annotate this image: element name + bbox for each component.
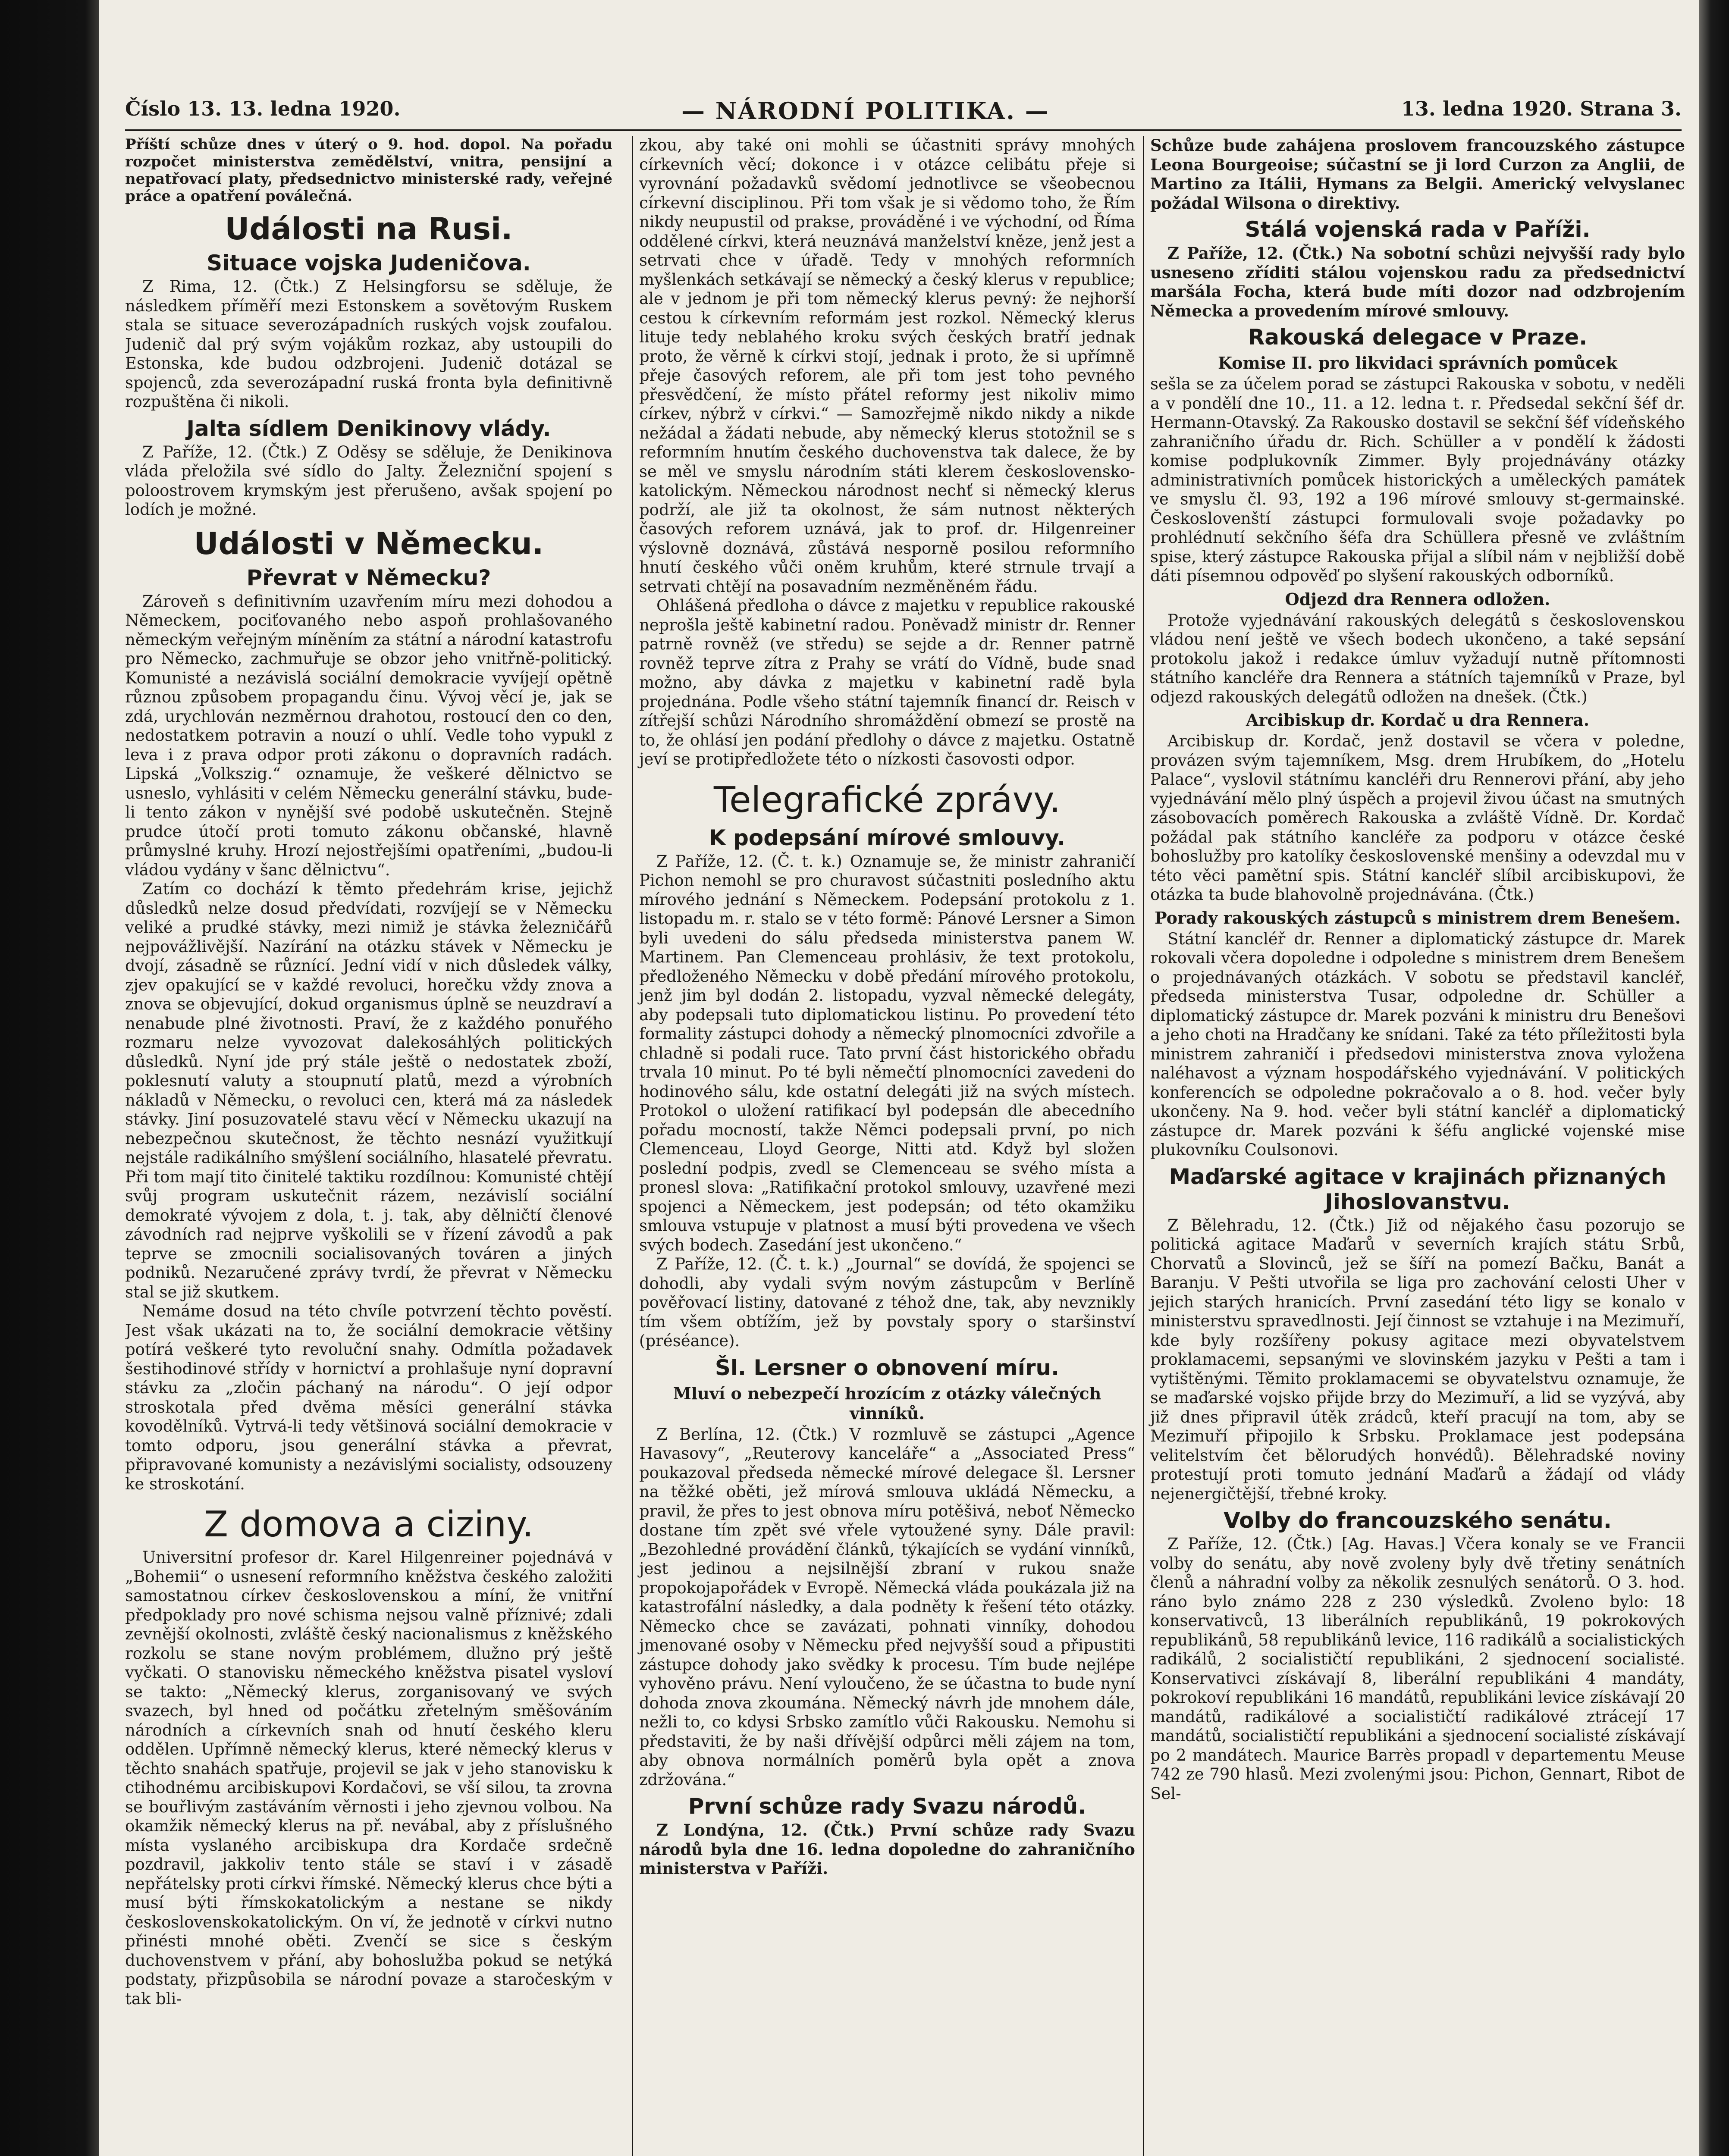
heading-lersner: Šl. Lersner o obnovení míru.	[715, 1355, 1060, 1380]
article-podepsani-2: Z Paříže, 12. (Č. t. k.) „Journal“ se dovídá, že spojenci se dohodli, aby vydali svým novým zástupcům v Berlíně pověřovací listiny, datované z téhož dne, tak, aby nevznikly tím všem obtížím, jež by povstaly spory o staršinství (préséance).	[639, 1255, 1135, 1350]
article-continued-svaz: Schůze bude zahájena proslovem francouzského zástupce Leona Bourgeoise; súčastní se ji lord Curzon za Anglii, de Martino za Itálii, Hymans za Belgii. Americký velvyslanec požádal Wilsona o direktivy.	[1150, 136, 1685, 213]
article-continued-1: zkou, aby také oni mohli se účastniti správy mnohých církevních věcí; dokonce i v otázce celibátu přeje si vyrovnání požadavků svědomí jednotlivce se všeobecnou církevní disciplinou. Při tom však je si vědomo toho, že Řím nikdy neupustil od prakse, prováděné i ve východní, od Říma oddělené církvi, která neuznává manželství kněze, jenž jest a setrvati chce v úřadě. Tedy v mnohých reformních myšlenkách setkávají se německý a český klerus v republice; ale v jednom je při tom německý klerus pevný: že nejhorší cestou k církevním reformám jest rozkol. Německý klerus lituje tedy neblahého kroku svých českých bratří jednak proto, že věrně k církvi stojí, jednak i proto, že si upřímně přeje časových reforem, ale při tom jest toho pevného přesvědčení, že místo přátel reformy jest nikoliv mimo církev, nýbrž v církvi.“ — Samozřejmě nikdo nikdy a nikde nežádal a žádati nebude, aby německý klerus stotožnil se s reformním hnutím českého duchovenstva tak dalece, že by se měl ve smyslu národním státi klerem československo-katolickým. Německou národnost nechť si německý klerus podrží, ale již ta okolnost, že sám nutnost některých časových reforem uznává, jak to prof. dr. Hilgenreiner výslovně doznává, zůstává nesporně posilou reformního hnutí českého vůči oněm kruhům, které strnule trvají a setrvati chtějí na posavadním nezměněném řádu.	[639, 136, 1135, 596]
article-estonsko: Z Rima, 12. (Čtk.) Z Helsingforsu se sděluje, že následkem příměří mezi Estonskem a sovětovým Ruskem stala se situace severozápadních ruských vojsk zoufalou. Judenič dal prý svým vojákům rozkaz, aby ustoupili do Estonska, kde budou odzbrojeni. Judenič dotázal se spojenců, zda severozápadní ruská fronta byla definitivně rozpuštěna či nikoli.	[125, 277, 612, 411]
article-lersner: Z Berlína, 12. (Čtk.) V rozmluvě se zástupci „Agence Havasovy“, „Reuterovy kanceláře“ a „Associated Press“ poukazoval předseda německé mírové delegace šl. Lersner na těžké oběti, jež mírová smlouva ukládá Německu, a pravil, že přes to jest obnova míru potěšivá, neboť Německo dostane tím zpět své vřele vytoužené syny. Dále pravil: „Bezohledné provádění článků, týkajících se vydání vinníků, jest jedinou a nejsilnější zbraní v rukou snaže propokojapořádek v Evropě. Německá vláda poukázala již na katastrofální následky, a dala podněty k řešení této otázky. Německo chce se zavázati, pohnati vinníky, dohodou jmenované osoby v Německu před nejvyšší soud a připustiti zástupce dohody jako svědky k procesu. Tím bude nejlépe vyhověno právu. Není vyloučeno, že se účastna to bude nyní dohoda znova zkoumána. Německý návrh jde mnohem dále, nežli to, co kdysi Srbsko zamítlo vůči Rakousku. Nemohu si představiti, že by naši dřívější odpůrci měli zájem na tom, aby obnova normálních poměrů byla opět a znova zdržována.“	[639, 1425, 1135, 1789]
article-jalta: Z Paříže, 12. (Čtk.) Z Oděsy se sděluje, že Denikinova vláda přeložila své sídlo do Jalty. Železniční spojení s poloostrovem krymským jest přerušeno, avšak spojení po lodích je možné.	[125, 442, 612, 519]
heading-delegace: Rakouská delegace v Praze.	[1248, 325, 1588, 350]
article-svaz: Z Londýna, 12. (Čtk.) První schůze rady Svazu národů byla dne 16. ledna dopoledne do zahraničního ministerstva v Paříži.	[639, 1821, 1135, 1878]
masthead: — NÁRODNÍ POLITIKA. —	[681, 97, 1050, 125]
heading-komise: Komise II. pro likvidaci správních pomůcek	[1218, 353, 1617, 373]
header-rule	[125, 129, 1682, 131]
article-odjezd: Protože vyjednávání rakouských delegátů s československou vládou není ještě ve všech bodech ukončeno, a také sepsání protokolu jakož i redakce úmluv vyžadují nutně přítomnosti státního kancléře dra Rennera a státních tajemníků v Praze, byl odjezd rakouských delegátů odložen na dnešek. (Čtk.)	[1150, 611, 1685, 706]
column-3	[1143, 136, 1685, 2156]
heading-jalta: Jalta sídlem Denikinovy vlády.	[186, 416, 551, 441]
heading-volby: Volby do francouzského senátu.	[1224, 1508, 1612, 1533]
heading-podepsani: K podepsání mírové smlouvy.	[709, 825, 1066, 850]
heading-svaz: První schůze rady Svazu národů.	[688, 1794, 1086, 1819]
article-prevrat-3: Nemáme dosud na této chvíle potvrzení těchto pověstí. Jest však ukázati na to, že sociální demokracie většiny potírá veškeré tyto revoluční snahy. Odmítla požadavek šestihodinové střídy v hornictví a prohlašuje nyní dopravní stávku za „zločin páchaný na národu“. O její odpor stroskotala před dvěma měsíci generální stávka kovodělníků. Vytrvá-li tedy většinová sociální demokracie v tomto odporu, jsou generální stávka a převrat, připravované komunisty a nezávislými socialisty, odsouzeny ke stroskotání.	[125, 1302, 612, 1493]
article-davka: Ohlášená předloha o dávce z majetku v republice rakouské neprošla ještě kabinetní radou. Poněvadž ministr dr. Renner patrně rovněž (ve středu) se sejde a dr. Renner patrně rovněž teprve zítra z Prahy se vrátí do Vídně, bude snad možno, aby dávka z majetku v kabinetní radě byla projednána. Podle všeho státní tajemník financí dr. Reisch v zítřejší schůzi Národního shromáždění obmezí se prostě na to, že ohlásí jen podání předlohy o dávce z majetku. Ostatně jeví se protipředložete této o nízkosti časovosti odpor.	[639, 596, 1135, 768]
heading-domova: Z domova a ciziny.	[204, 1504, 534, 1545]
article-podepsani-1: Z Paříže, 12. (Č. t. k.) Oznamuje se, že ministr zahraničí Pichon nemohl se pro churavost súčastniti posledního aktu mírového jednání s Německem. Podepsání protokolu z 1. listopadu m. r. stalo se v této formě: Pánové Lersner a Simon byli uvedeni do sálu předseda ministerstva panem W. Martinem. Pan Clemenceau prohlásiv, že text protokolu, předloženého Německu v době předání mírového protokolu, jenž jim byl dodán 2. listopadu, vyzval německé delegáty, aby podepsali tuto diplomatickou listinu. Po provedení této formality zástupci dohody a německý plnomocníci zdvořile a chladně si podali ruce. Tato první část historického obřadu trvala 10 minut. Po té byli němečtí plnomocníci zavedeni do hodinového sálu, kde ostatní delegáti již na svých místech. Protokol o uložení ratifikací byl podepsán dle abecedního pořadu mocností, takže Němci podepsali první, po nich Clemenceau, Lloyd George, Nitti atd. Když byl složen poslední podpis, zvedl se Clemenceau se svého místa a pronesl slova: „Ratifikační protokol smlouvy, uzavřené mezi spojenci a Německem, jest podepsán; od této okamžiku smlouva vstupuje v platnost a musí býti provedena ve všech svých bodech. Zasedání jest ukončeno.“	[639, 852, 1135, 1254]
heading-porady: Porady rakouských zástupců s ministrem drem Benešem.	[1155, 908, 1681, 928]
heading-odjezd: Odjezd dra Rennera odložen.	[1285, 589, 1550, 609]
parliament-notice: Příští schůze dnes v úterý o 9. hod. dopol. Na pořadu rozpočet ministerstva zemědělství, vnitra, pensijní a nepatřovací platy, předsednictvo ministerské rady, veřejné práce a opatření poválečná.	[125, 136, 612, 205]
subheading-lersner: Mluví o nebezpečí hrozícím z otázky válečných vinníků.	[673, 1383, 1101, 1423]
scan-border-left	[0, 0, 99, 2156]
heading-nemecko: Události v Německu.	[194, 526, 544, 561]
scan-border-right	[1699, 0, 1729, 2156]
article-porady: Státní kancléř dr. Renner a diplomatický zástupce dr. Marek rokovali včera dopoledne i odpoledne s ministrem drem Benešem o projednávaných otázkách. V sobotu se představil kancléř, předseda ministerstva Tusar, odpoledne dr. Schüller a diplomatický zástupce dr. Marek pozváni k ministru dru Benešovi a jeho choti na Hradčany ke snídani. Také za této příležitosti byla ministrem zahraničí i předsedovi ministerstva znova vyložena naléhavost a význam hospodářského vyjednávání. V politických konferencích se odpoledne pokračovalo a o 8. hod. večer byly ukončeny. Na 9. hod. večer byli státní kancléř a diplomatický zástupce dr. Marek pozváni k šéfu anglické vojenské mise plukovníku Coulsonovi.	[1150, 929, 1685, 1159]
article-domova-1: Universitní profesor dr. Karel Hilgenreiner pojednává v „Bohemii“ o usnesení reformního kněžstva českého založiti samostatnou církev československou a míní, že vnitřní předpoklady pro nové schisma nejsou valně příznivé; zdali zevnější okolnosti, zvláště český nacionalismus z kněžského rozkolu se stane novým problémem, dlužno prý ještě vyčkati. O stanovisku německého kněžstva pisatel vysloví se takto: „Německý klerus, zorganisovaný ve svých svazech, byl hned od počátku zřetelným směšováním národních a církevních snah od hnutí českého kleru oddělen. Upřímně německý klerus, které německý klerus v těchto snahách spatřuje, projevil se jak v jeho stanovisku k ctihodnému arcibiskupovi Kordačovi, se vší silou, ta zrovna se bouřlivým zastáváním věrnosti i jeho zjevnou volbou. Na okamžik německý klerus na př. nevábal, aby z příslušného místa vyslaného arcibiskupa dra Kordače srdečně pozdravil, jakkoliv tento stále se staví i v zásadě nepřátelsky proti církvi římské. Německý klerus chce býti a musí býti římskokatolickým a nestane se nikdy československokatolickým. On ví, že jednotě v církvi nutno přinésti mnohé oběti. Zvenčí se sice s českým duchovenstvem v přání, aby bohoslužba pokud se netýká podstaty, přizpůsobila se národní povaze a staročeským v tak bli-	[125, 1548, 612, 2008]
page-header	[125, 93, 1682, 134]
article-volby: Z Paříže, 12. (Čtk.) [Ag. Havas.] Včera konaly se ve Francii volby do senátu, aby nově zvoleny byly dvě třetiny senátních členů a náhradní volby za několik zesnulých senátorů. O 3. hod. ráno bylo známo 228 z 230 výsledků. Zvoleno bylo: 18 konservativců, 13 liberálních republikánů, 19 pokrokových republikánů, 58 republikánů levice, 116 radikálů a socialistických radikálů, 2 socialističtí republikáni, 2 sjednocení socialisté. Konservativci získávají 8, liberální republikáni 4 mandáty, pokrokoví republikáni 16 mandátů, republikáni levice získávají 20 mandátů, radikálové a socialističtí radikálové ztrácejí 17 mandátů, socialističtí republikáni a sjednocení socialisté získávají po 2 mandátech. Maurice Barrès propadl v departementu Meuse 742 ze 790 hlasů. Mezi zvolenými jsou: Pichon, Gennart, Ribot de Sel-	[1150, 1535, 1685, 1803]
column-1	[125, 136, 612, 2156]
article-rada: Z Paříže, 12. (Čtk.) Na sobotní schůzi nejvyšší rady bylo usneseno zříditi stálou vojenskou radu za předsednictví maršála Focha, která bude míti dozor nad odzbrojením Německa a provedením mírové smlouvy.	[1150, 244, 1685, 320]
heading-arcibiskup: Arcibiskup dr. Kordač u dra Rennera.	[1246, 710, 1590, 730]
heading-rus: Události na Rusi.	[225, 211, 513, 247]
heading-rada: Stálá vojenská rada v Paříži.	[1245, 217, 1591, 242]
column-2	[632, 136, 1135, 2156]
article-komise: sešla se za účelem porad se zástupci Rakouska v sobotu, v neděli a v pondělí dne 10., 11. a 12. ledna t. r. Předsedal sekční šéf dr. Hermann-Otavský. Za Rakousko dostavil se sekční šéf vídeňského zahraničního úřadu dr. Rich. Schüller a v pondělí k žádosti komise podplukovník Zimmer. Byly projednávány otázky administrativních pomůcek historických a uměleckých památek ve smyslu čl. 93, 192 a 196 mírové smlouvy st-germainské. Českoslovenští zástupci formulovali svoje požadavky po prohlédnutí sekčního šéfa dra Schüllera přesně ve zvláštním spise, který zástupce Rakouska přijal a slíbil nám v nejbližší době dáti písemnou odpověď po slyšení rakouských odborníků.	[1150, 375, 1685, 585]
heading-madarske: Maďarské agitace v krajinách přiznaných Jihoslovanstvu.	[1169, 1164, 1666, 1214]
heading-prevrat: Převrat v Německu?	[246, 565, 491, 590]
issue-number-date: Číslo 13. 13. ledna 1920.	[125, 97, 401, 120]
article-prevrat-1: Zároveň s definitivním uzavřením míru mezi dohodou a Německem, pociťovaného nebo aspoň prohlašovaného německým veřejným míněním za státní a národní katastrofu pro Německo, zachmuřuje se obzor jeho vnitřně-politický. Komunisté a nezávislá sociální demokracie vyvíjejí opětně různou způsobem propagandu činu. Vývoj věcí je, jak se zdá, urychlován nezměrnou drahotou, rostoucí den co den, nedostatkem potravin a nouzí o uhlí. Vedle toho vypukl z leva i z prava odpor proti zákonu o dopravních radách. Lipská „Volkszig.“ oznamuje, že veškeré dělnictvo se usneslo, vyhlásiti v celém Německu generální stávku, bude-li tento zákon v nynější své podobě uskutečněn. Stejně prudce útočí proti tomuto zákonu občanské, hlavně průmyslné kruhy. Hrozí nejostřejšími opatřeními, „budou-li vládou vydány v šanc dělnictvu“.	[125, 592, 612, 879]
date-page-number: 13. ledna 1920. Strana 3.	[1401, 97, 1682, 120]
heading-telegraficke: Telegrafické zprávy.	[713, 779, 1061, 821]
article-madarske: Z Bělehradu, 12. (Čtk.) Již od nějakého času pozorujo se politická agitace Maďarů v severních krajích státu Srbů, Chorvatů a Slovinců, jež se šíří na pomezí Bačku, Banát a Baranju. V Pešti utvořila se liga pro zachování celosti Uher v jejich starých hranicích. První zasedání této ligy se konalo v ministerstvu spravedlnosti. Její činnost se vztahuje i na Mezimuří, kde byly rozšířeny pokusy agitace mezi obyvatelstvem proklamacemi, sepsanými ve slovinském jazyku v Pešti a tam i vytištěnými. Těmito proklamacemi se obyvatelstvu oznamuje, že se maďarské vojsko přijde brzy do Mezimuří, a lid se vyzývá, aby již dnes připravil útěk zrádců, kteří pracují na tom, aby se Mezimuří připojilo k Srbsku. Proklamace jest podepsána velitelstvím čet bělorudých honvédů). Bělehradské noviny protestují proti tomuto jednání Maďarů a žádají od vlády nejenergičtější, třebné kroky.	[1150, 1216, 1685, 1503]
heading-estonsko: Situace vojska Judeničova.	[207, 251, 531, 276]
article-prevrat-2: Zatím co dochází k těmto předehrám krise, jejichž důsledků nelze dosud předvídati, rozvíjejí se v Německu veliké a prudké stávky, mezi nimiž je stávka železničářů nejpovážlivější. Nazírání na otázku stávek v Německu je dvojí, zásadně se různící. Jední vidí v nich důsledek války, zjev opakující se v každé revoluci, horečku vždy znova a znova se objevující, dokud organismus úplně se neuzdraví a nenabude plné životnosti. Praví, že z každého ponuřého rozmaru nelze vyvozovat dalekosáhlých politických důsledků. Nyní jde prý stále ještě o nedostatek zboží, poklesnutí valuty a stoupnutí platů, mezd a výrobních nákladů v Německu, o revoluci cen, která má za následek stávky. Jiní posuzovatelé stavu věcí v Německu ukazují na nebezpečnou skutečnost, že těchto nesnází využitkují nejstále radikálního smýšlení sociálního, hlasatelé převratu. Při tom mají tito činitelé taktiku rozdílnou: Komunisté chtějí svůj program uskutečnit rázem, nezávislí sociální demokraté vývojem z dola, t. j. tak, aby dělničtí členové závodních rad nejprve vyškolili se v řízení závodů a pak teprve se zmocnili socialisovaných továren a jiných podniků. Nezaručené zprávy tvrdí, že převrat v Německu stal se již skutkem.	[125, 880, 612, 1301]
article-arcibiskup: Arcibiskup dr. Kordač, jenž dostavil se včera v poledne, provázen svým tajemníkem, Msg. drem Hrubíkem, do „Hotelu Palace“, vyslovil státnímu kancléři dru Rennerovi přání, aby jeho vyjednávání mělo plný úspěch a projevil živou účast na smutných zásobovacích poměrech Rakouska a zvláště Vídně. Dr. Kordač požádal pak státního kancléře za podporu v otázce české bohoslužby pro katolíky československé menšiny a odevzdal mu v této věci pamětní spis. Státní kancléř slíbil arcibiskupovi, že otázka ta bude blahovolně projednávána. (Čtk.)	[1150, 732, 1685, 904]
